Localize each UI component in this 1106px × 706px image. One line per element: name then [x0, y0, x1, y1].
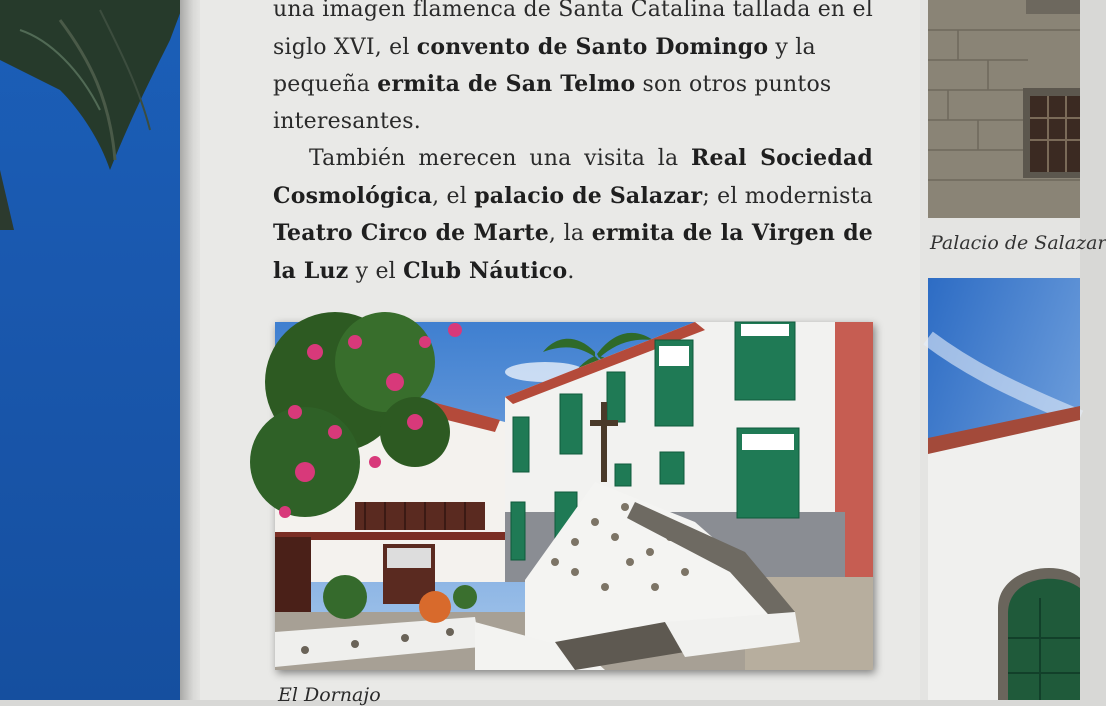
photo-church-facade [928, 278, 1080, 700]
text-run: y la [768, 34, 816, 60]
main-photo-el-dornajo [275, 322, 873, 670]
caption-main-photo: El Dornajo [278, 684, 381, 706]
paragraph-1 [273, 0, 873, 140]
page-gutter [180, 0, 202, 700]
text-run: ; el modernista [702, 183, 873, 209]
palm-fronds [0, 0, 185, 230]
church-illustration [928, 278, 1080, 700]
text-run: . [567, 258, 575, 284]
bold-term: convento de Santo Domingo [416, 33, 769, 60]
bold-term: Real Sociedad Cosmológica [273, 145, 874, 209]
text-run: son otros puntos [635, 72, 832, 97]
book-page [200, 0, 920, 706]
caption-palacio: Palacio de Salazar [930, 232, 1106, 254]
text-run: siglo XVI, el [273, 34, 417, 60]
text-run: , la [548, 221, 592, 246]
text-run: pequeña [273, 72, 378, 97]
photo-illustration [275, 322, 873, 670]
stone-facade-illustration [928, 0, 1080, 218]
bold-term: Club Náutico [403, 257, 568, 284]
paragraph-2 [273, 140, 873, 290]
photo-palacio-de-salazar [928, 0, 1080, 218]
left-page-photo [0, 0, 185, 700]
text-run: interesantes. [273, 108, 421, 134]
text-run: y el [348, 258, 404, 284]
text-run: una imagen flamenca de Santa Catalina tallada en el [273, 0, 873, 22]
text-run: También merecen una visita la [309, 146, 692, 171]
body-text [273, 0, 873, 290]
text-run: , el [432, 183, 475, 209]
bold-term: palacio de Salazar [474, 182, 703, 209]
bold-term: ermita de San Telmo [377, 71, 636, 97]
bold-term: ermita de la Virgen de la Luz [273, 220, 873, 284]
bold-term: Teatro Circo de Marte [273, 220, 549, 246]
